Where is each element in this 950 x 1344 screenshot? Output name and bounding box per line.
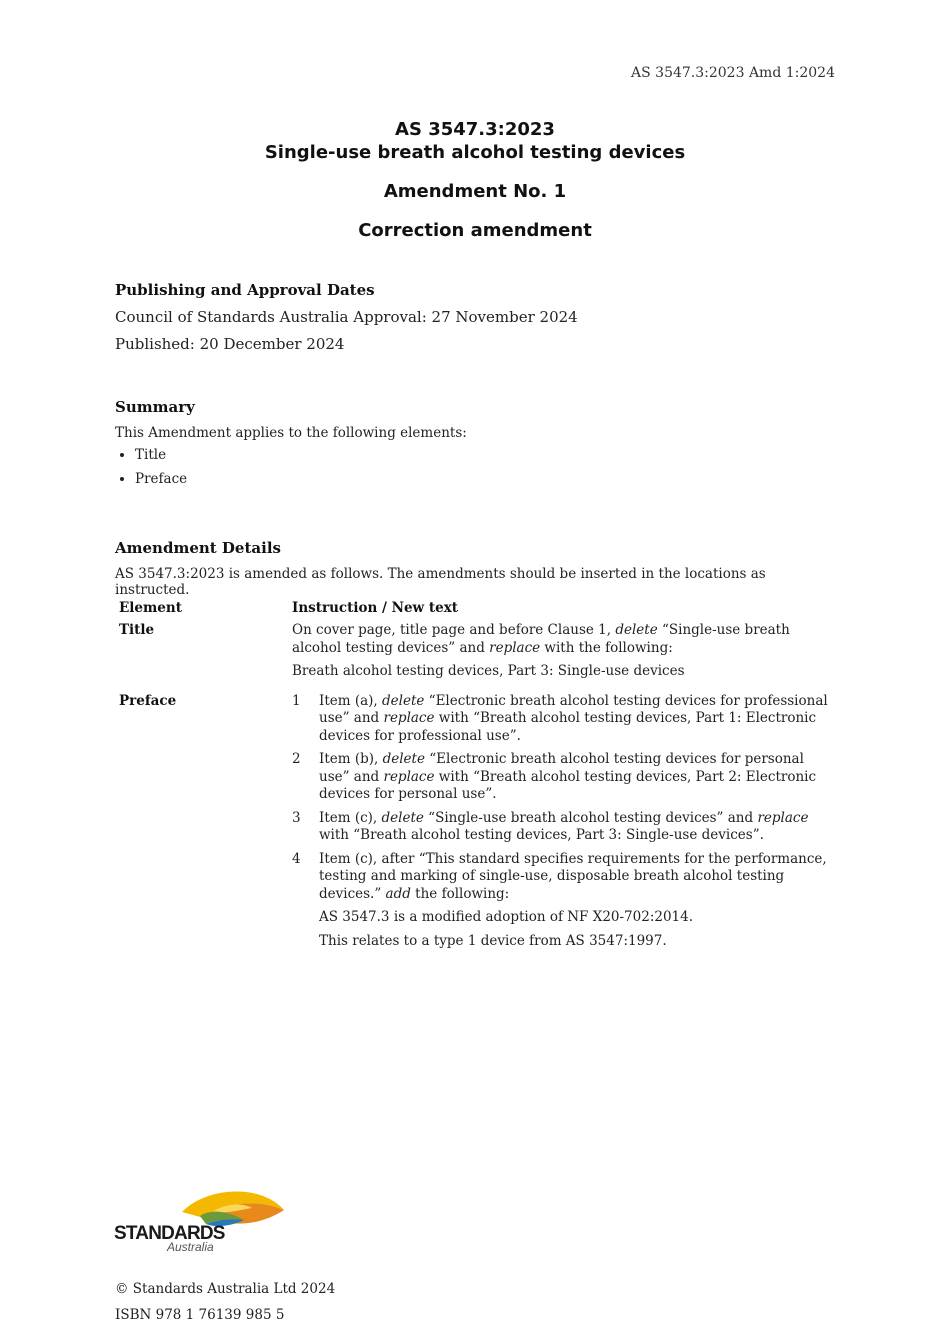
numbered-item: 3 Item (c), delete “Single-use breath alcohol testing devices” and replace with “Breath alcohol testing devices, Part 3: Single-use devices”. bbox=[292, 809, 809, 843]
added-text: AS 3547.3 is a modified adoption of NF X20-702:2014. bbox=[319, 909, 694, 925]
standard-title: Single-use breath alcohol testing devices bbox=[264, 142, 686, 163]
copyright: © Standards Australia Ltd 2024 bbox=[115, 1281, 336, 1297]
logo-subtext: Australia bbox=[167, 1240, 214, 1254]
amendment-details-section bbox=[115, 539, 835, 598]
summary-intro: This Amendment applies to the following elements: bbox=[115, 425, 467, 441]
table-row bbox=[115, 693, 835, 957]
isbn: ISBN 978 1 76139 985 5 bbox=[115, 1307, 285, 1323]
amendment-details-heading: Amendment Details bbox=[115, 539, 281, 557]
title-block bbox=[0, 118, 950, 242]
column-header-instruction: Instruction / New text bbox=[292, 600, 458, 616]
list-item: • Preface bbox=[135, 471, 835, 487]
element-title: Title bbox=[119, 622, 155, 638]
amendment-number: Amendment No. 1 bbox=[383, 181, 567, 202]
summary-section bbox=[115, 398, 835, 495]
publishing-heading: Publishing and Approval Dates bbox=[115, 281, 375, 299]
instruction-cell bbox=[292, 693, 835, 957]
new-text: Breath alcohol testing devices, Part 3: Single-use devices bbox=[292, 663, 685, 679]
instruction-text: On cover page, title page and before Clause 1, delete “Single-use breath alcohol testing devices” and replace with the following: bbox=[292, 622, 790, 656]
numbered-item: 4 Item (c), after “This standard specifies requirements for the performance, testing and marking of single-use, disposable breath alcohol testing devices.” add the following: bbox=[292, 850, 827, 902]
publishing-section bbox=[115, 281, 835, 353]
numbered-item: 2 Item (b), delete “Electronic breath alcohol testing devices for personal use” and replace with “Breath alcohol testing devices, Part 2: Electronic devices for personal use”. bbox=[292, 751, 817, 802]
published-date: Published: 20 December 2024 bbox=[115, 335, 345, 353]
amendment-type: Correction amendment bbox=[358, 220, 592, 241]
running-header: AS 3547.3:2023 Amd 1:2024 bbox=[631, 65, 835, 81]
standard-number: AS 3547.3:2023 bbox=[395, 119, 555, 140]
column-header-element: Element bbox=[119, 600, 182, 616]
element-preface: Preface bbox=[119, 692, 177, 709]
standards-australia-logo bbox=[112, 1188, 292, 1254]
added-text: This relates to a type 1 device from AS 3547:1997. bbox=[319, 932, 667, 949]
numbered-item: 1 Item (a), delete “Electronic breath alcohol testing devices for professional use” and replace with “Breath alcohol testing devices, Part 1: Electronic devices for professional use”. bbox=[292, 692, 828, 744]
instruction-cell bbox=[292, 622, 835, 687]
table-header-row bbox=[115, 600, 835, 616]
amendment-table bbox=[115, 600, 835, 962]
summary-heading: Summary bbox=[115, 398, 195, 416]
logo-wordmark: STANDARDS bbox=[114, 1223, 225, 1244]
approval-date: Council of Standards Australia Approval: 27 November 2024 bbox=[115, 308, 578, 326]
list-item: • Title bbox=[135, 447, 835, 463]
table-row bbox=[115, 622, 835, 687]
summary-list bbox=[115, 447, 835, 487]
amendment-details-intro: AS 3547.3:2023 is amended as follows. The amendments should be inserted in the locations as instructed. bbox=[115, 566, 766, 598]
